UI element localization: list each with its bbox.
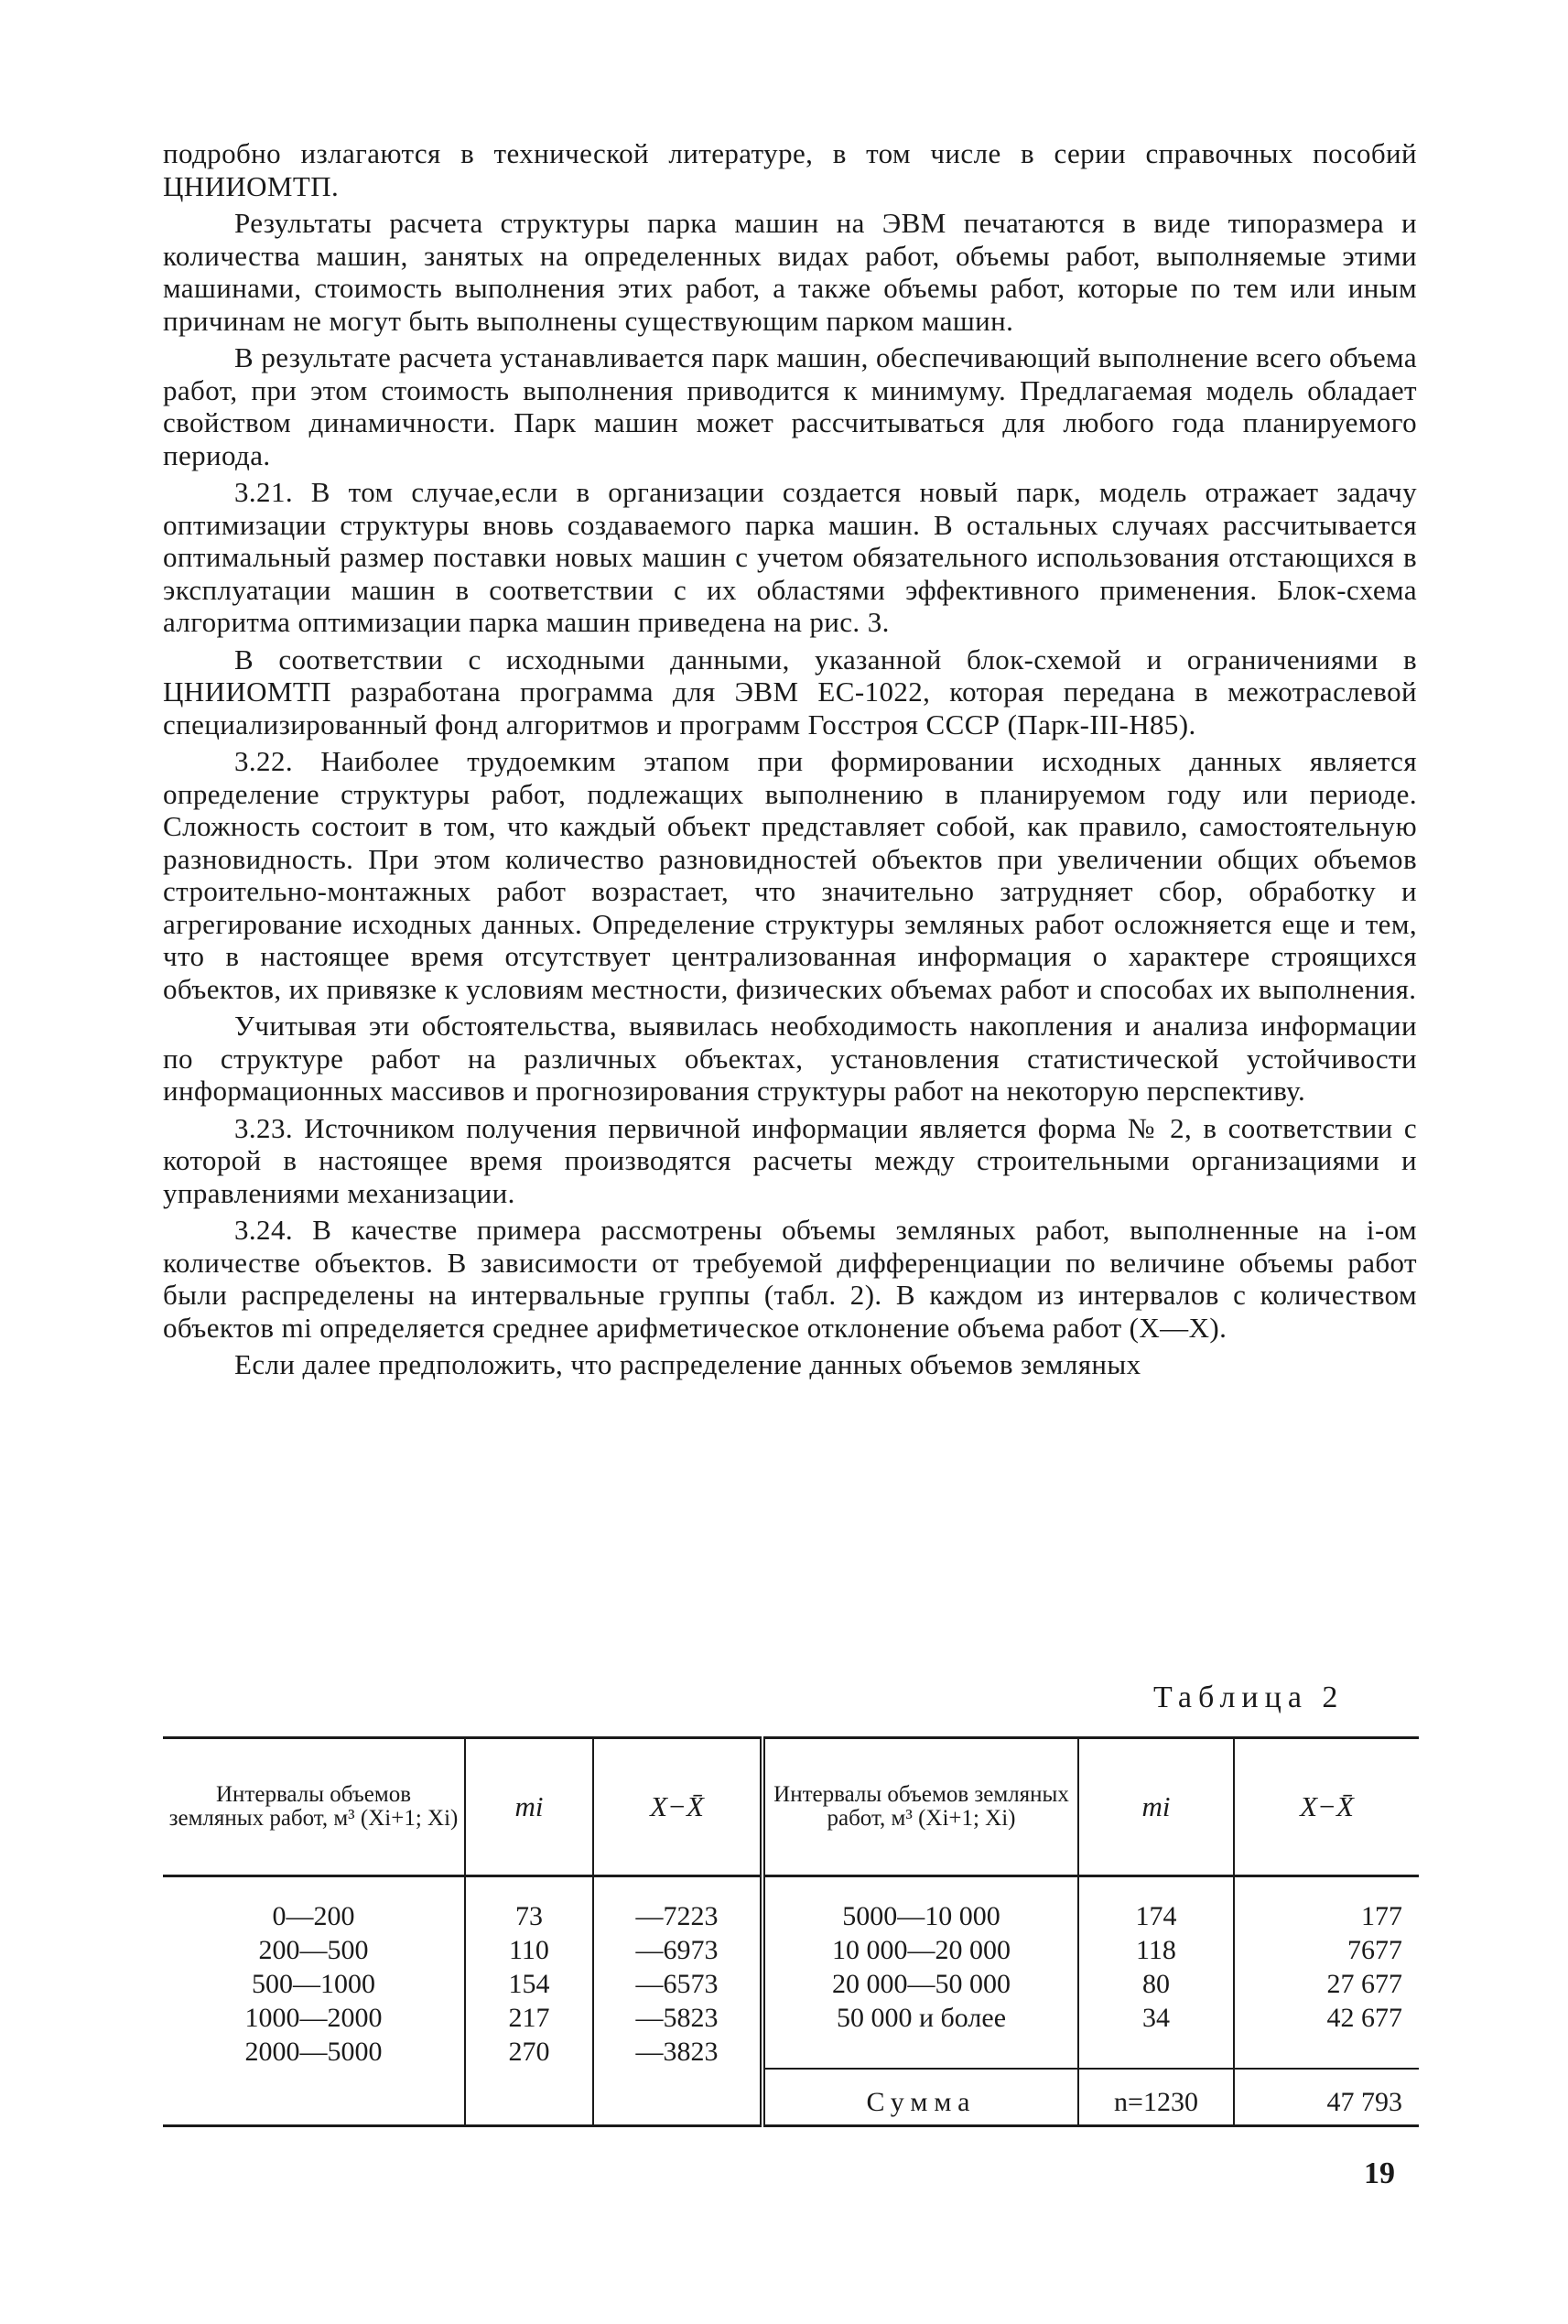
table-caption: Таблица 2: [1153, 1681, 1345, 1714]
cell: 0—200: [272, 1901, 355, 1931]
paragraph: подробно излагаются в технической литературе, в том числе в серии справочных пособий ЦНИИОМТП.: [163, 137, 1417, 202]
paragraph: 3.21. В том случае,если в организации создается новый парк, модель отражает задачу оптимизации структуры вновь создаваемого парка машин. В остальных случаях рассчитывается оптимальный размер поставки новых машин с учетом обязательного использования отстающихся в эксплуатации машин в соответствии с их областями эффективного применения. Блок-схема алгоритма оптимизации парка машин приведена на рис. 3.: [163, 476, 1417, 638]
cell: 27 677: [1326, 1969, 1402, 1999]
paragraph: 3.24. В качестве примера рассмотрены объемы земляных работ, выполненные на i-ом количестве объектов. В зависимости от требуемой дифференциации по величине объемы работ были распределены на интервальные группы (табл. 2). В каждом из интервалов с количеством объектов mi определяется среднее арифметическое отклонение объема работ (X—X).: [163, 1214, 1417, 1344]
cell: 177: [1361, 1901, 1402, 1931]
cell: 500—1000: [252, 1969, 375, 1999]
header-m-left: mi: [465, 1738, 593, 1876]
sum-n: n=1230: [1078, 2069, 1234, 2126]
cell: 200—500: [258, 1935, 369, 1965]
cell: 5000—10 000: [842, 1901, 1000, 1931]
paragraph: Если далее предположить, что распределение данных объемов земляных: [234, 1348, 1141, 1380]
sum-label: [762, 2069, 1078, 2126]
header-interval-right: Интервалы объемов земляных работ, м³ (Xi+1; Xi): [762, 1738, 1078, 1876]
paragraph: Результаты расчета структуры парка машин на ЭВМ печатаются в виде типоразмера и количества машин, занятых на определенных видах работ, объемы работ, выполняемые этими машинами, стоимость выполнения этих работ, а также объемы работ, которые по тем или иным причинам не могут быть выполнены существующим парком машин.: [163, 207, 1417, 337]
cell: 1000—2000: [244, 2003, 383, 2033]
cell: —6573: [635, 1969, 719, 1999]
header-m-right: mi: [1078, 1738, 1234, 1876]
cell: 10 000—20 000: [832, 1935, 1011, 1965]
paragraph: В соответствии с исходными данными, указанной блок-схемой и ограничениями в ЦНИИОМТП разработана программа для ЭВМ ЕС-1022, которая передана в межотраслевой специализированный фонд алгоритмов и программ Госстроя СССР (Парк-III-Н85).: [163, 643, 1417, 740]
dev-column-right: [1234, 1876, 1419, 2070]
sum-label-text: Сумма: [866, 2087, 977, 2117]
empty-cell: [163, 2069, 465, 2126]
m-column-left: [465, 1876, 593, 2070]
table-header-row: [163, 1738, 1419, 1876]
cell: 80: [1142, 1969, 1170, 1999]
paragraph: 3.22. Наиболее трудоемким этапом при формировании исходных данных является определение структуры работ, подлежащих выполнению в планируемом году или периоде. Сложность состоит в том, что каждый объект представляет собой, как правило, самостоятельную разновидность. При этом количество разновидностей объектов при увеличении общих объемов строительно-монтажных работ возрастает, что значительно затрудняет сбор, обработку и агрегирование исходных данных. Определение структуры земляных работ осложняется еще и тем, что в настоящее время отсутствует централизованная информация о характере строящихся объектов, их привязке к условиям местности, физических объемах работ и способах их выполнения.: [163, 745, 1417, 1005]
cell: 34: [1142, 2003, 1170, 2033]
cell: —5823: [635, 2003, 719, 2033]
sum-row: [163, 2069, 1419, 2126]
m-column-right: [1078, 1876, 1234, 2070]
header-interval-left: Интервалы объемов земляных работ, м³ (Xi+1; Xi): [163, 1738, 465, 1876]
cell: 42 677: [1326, 2003, 1402, 2033]
page-number: 19: [1364, 2156, 1395, 2190]
header-dev-right: X−X̄: [1234, 1738, 1419, 1876]
cell: 110: [509, 1935, 549, 1965]
body-text: [163, 137, 1417, 1381]
paragraph: Учитывая эти обстоятельства, выявилась необходимость накопления и анализа информации по структуре работ на различных объектах, установления статистической устойчивости информационных массивов и прогнозирования структуры работ на некоторую перспективу.: [163, 1010, 1417, 1107]
cell: 20 000—50 000: [832, 1969, 1011, 1999]
empty-cell: [465, 2069, 593, 2126]
paragraph: 3.23. Источником получения первичной информации является форма № 2, в соответствии с которой в настоящее время производятся расчеты между строительными организациями и управлениями механизации.: [163, 1111, 1417, 1209]
cell: 7677: [1347, 1935, 1402, 1965]
interval-column-left: [163, 1876, 465, 2070]
interval-column-right: [762, 1876, 1078, 2070]
paragraph: В результате расчета устанавливается парк машин, обеспечивающий выполнение всего объема работ, при этом стоимость выполнения приводится к минимуму. Предлагаемая модель обладает свойством динамичности. Парк машин может рассчитываться для любого года планируемого периода.: [163, 341, 1417, 471]
cell: 174: [1135, 1901, 1177, 1931]
cell: 2000—5000: [244, 2037, 383, 2067]
cell: —7223: [635, 1901, 719, 1931]
cell: 217: [508, 2003, 550, 2033]
cell: —6973: [635, 1935, 719, 1965]
dev-column-left: [593, 1876, 762, 2070]
cell: 118: [1136, 1935, 1176, 1965]
sum-dev: 47 793: [1234, 2069, 1419, 2126]
cell: 50 000 и более: [836, 2003, 1007, 2033]
cell: 73: [515, 1901, 543, 1931]
cell: 154: [508, 1969, 550, 1999]
data-table: [163, 1736, 1419, 2127]
empty-cell: [593, 2069, 762, 2126]
header-dev-left: X−X̄: [593, 1738, 762, 1876]
cell: —3823: [635, 2037, 719, 2067]
cell: 270: [508, 2037, 550, 2067]
table-body-row: [163, 1876, 1419, 2070]
